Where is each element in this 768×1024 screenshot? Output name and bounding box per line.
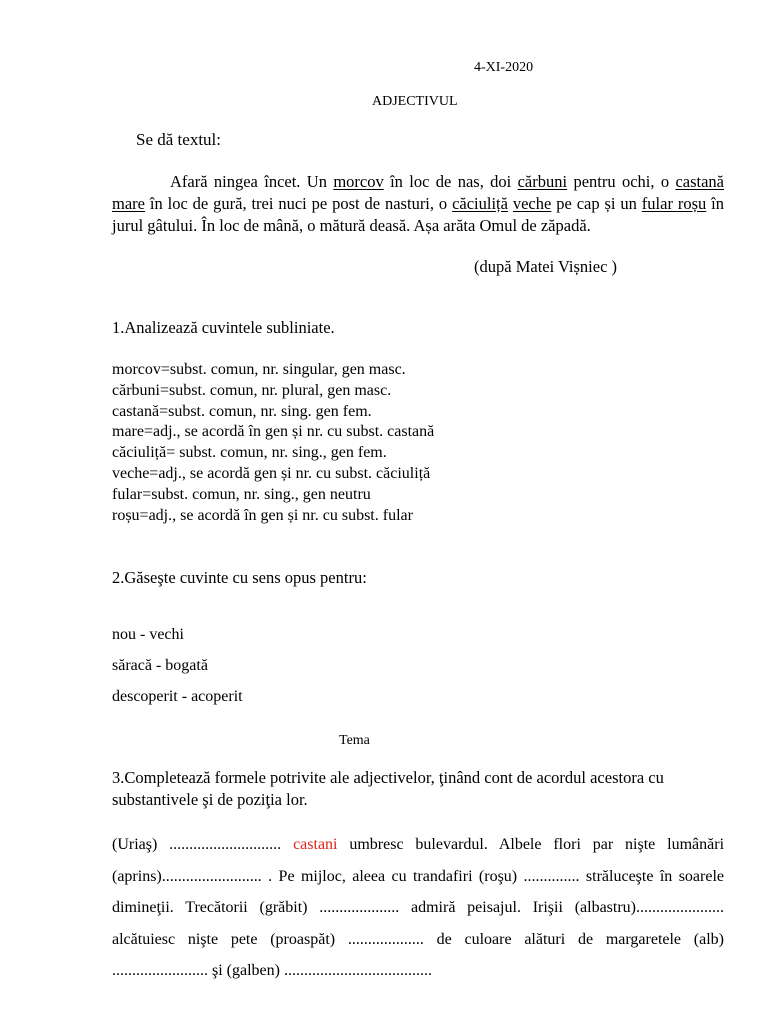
list-item: căciuliță= subst. comun, nr. sing., gen fem. (112, 444, 387, 462)
analysis-list (112, 360, 434, 526)
question-2: 2.Găseşte cuvinte cu sens opus pentru: (112, 568, 367, 587)
list-item: săracă - bogată (112, 657, 208, 674)
exercise-text: umbresc bulevardul. Albele flori par nişte lumânări (aprins)......................... . Pe mijloc, aleea cu trandafiri (roşu) .............. străluceşte în soarele dimineţii. Trecătorii (grăbit) .................... admiră peisajul. Irişii (albastru)...................... alcătuiesc nişte pete (proaspăt) ................... de culoare alături de margaretele (alb) ........................ şi (galben) ..................................... (112, 836, 725, 979)
list-item: cărbuni=subst. comun, nr. plural, gen masc. (112, 381, 392, 399)
underlined-word: morcov (333, 172, 384, 191)
exercise-text: (Uriaş) ............................ (112, 836, 294, 853)
list-item: nou - vechi (112, 626, 184, 643)
passage-text: în loc de nas, doi (383, 172, 518, 191)
passage-text: în loc de gură, trei nuci pe post de nasturi, o (144, 194, 453, 213)
page-title: ADJECTIVUL (372, 94, 458, 109)
exercise-paragraph (112, 829, 724, 987)
question-1: 1.Analizează cuvintele subliniate. (112, 318, 335, 337)
passage-text: pe cap și un (551, 194, 642, 213)
underlined-word: fular (641, 194, 673, 213)
list-item: castană=subst. comun, nr. sing. gen fem. (112, 402, 372, 420)
underlined-word: cărbuni (517, 172, 568, 191)
answer-word: castani (293, 836, 338, 853)
underlined-word: castană (675, 172, 725, 191)
list-item: mare=adj., se acordă în gen și nr. cu subst. castană (112, 423, 435, 441)
list-item: descoperit - acoperit (112, 688, 243, 705)
underlined-word: căciuliță (452, 194, 508, 213)
homework-label: Tema (339, 733, 370, 748)
passage (112, 171, 724, 237)
intro-label: Se dă textul: (136, 130, 221, 149)
list-item: roșu=adj., se acordă în gen și nr. cu subst. fular (112, 506, 413, 524)
antonyms-list (112, 619, 243, 712)
list-item: veche=adj., se acordă gen și nr. cu subst. căciuliță (112, 464, 431, 482)
date: 4-XI-2020 (474, 60, 534, 75)
underlined-word: veche (512, 194, 552, 213)
underlined-word: roșu (677, 194, 707, 213)
list-item: fular=subst. comun, nr. sing., gen neutru (112, 485, 371, 503)
passage-text: în jurul gâtului. În loc de mână, o mătură deasă. Așa arăta Omul de zăpadă. (112, 194, 725, 235)
passage-text: pentru ochi, o (567, 172, 676, 191)
question-3: 3.Completează formele potrivite ale adjectivelor, ţinând cont de acordul acestora cu substantivele şi de poziţia lor. (112, 768, 664, 809)
author-citation: (după Matei Vișniec ) (474, 257, 618, 276)
list-item: morcov=subst. comun, nr. singular, gen masc. (112, 361, 406, 378)
passage-text: Afară ningea încet. Un (170, 172, 334, 191)
underlined-word: mare (112, 194, 145, 213)
